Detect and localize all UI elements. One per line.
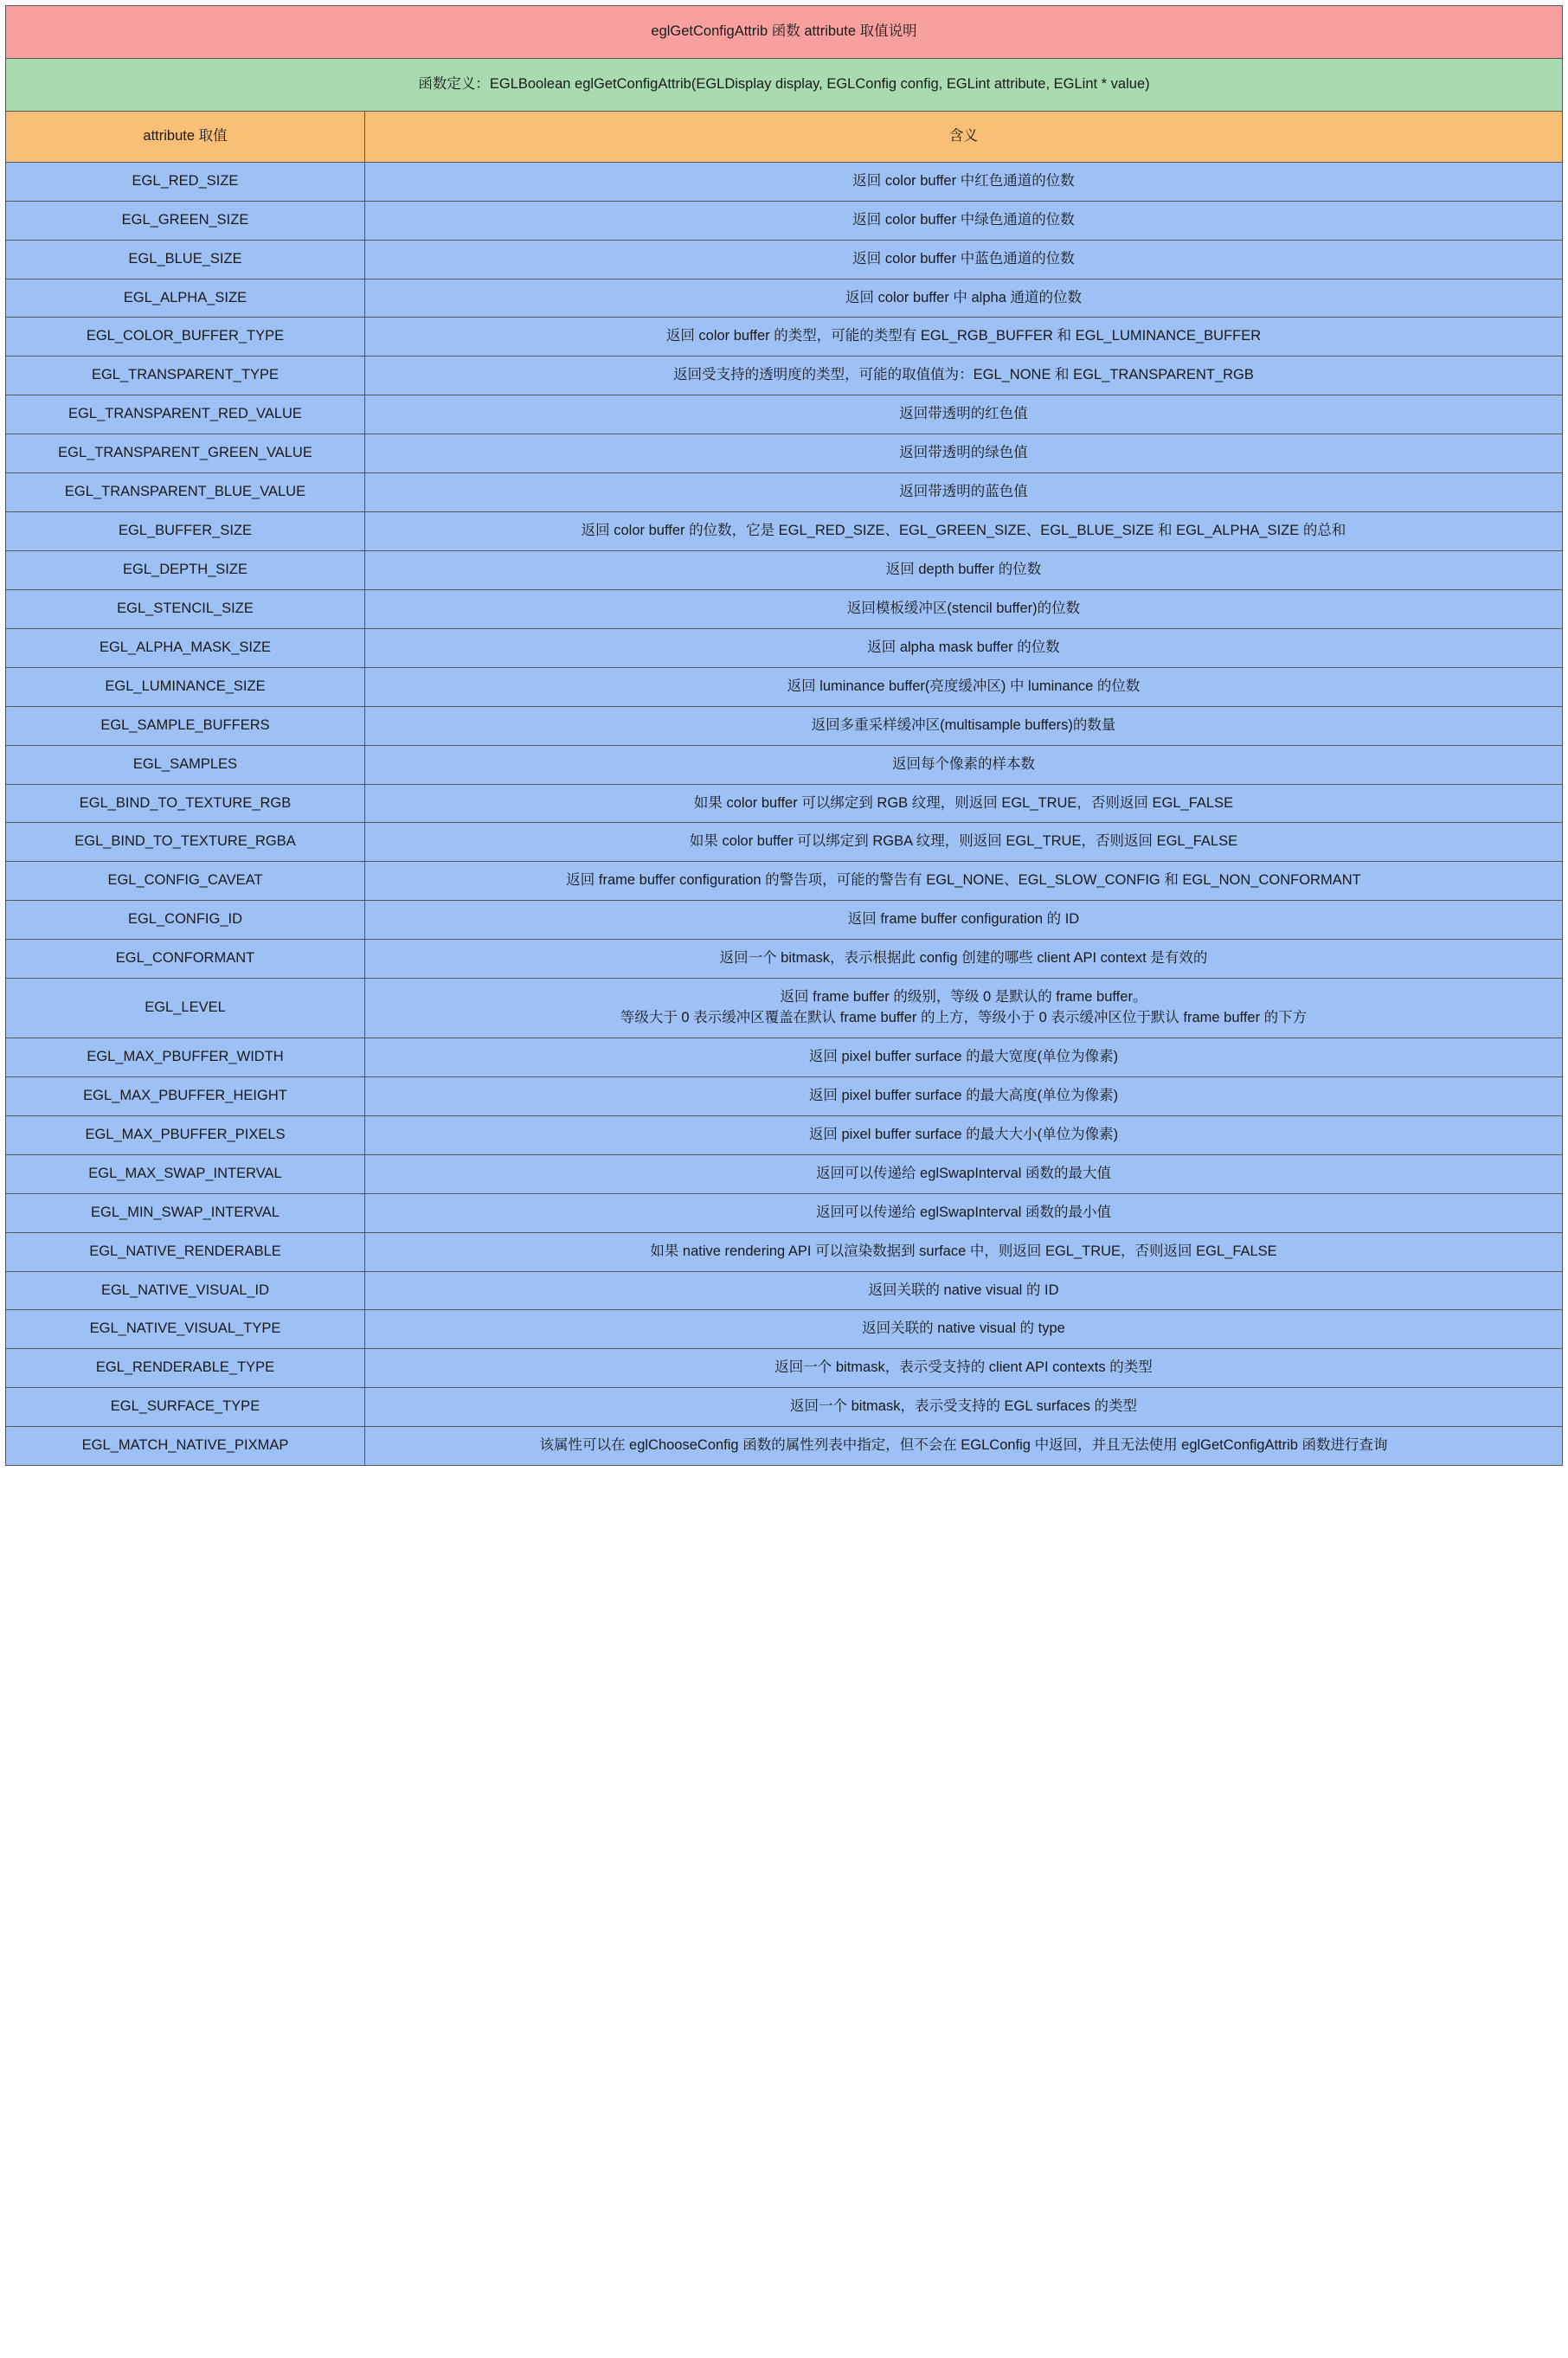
table-row (6, 434, 1563, 473)
table-row (6, 823, 1563, 862)
attribute-name-cell: EGL_MAX_PBUFFER_PIXELS (6, 1115, 365, 1154)
attribute-name-cell: EGL_NATIVE_VISUAL_ID (6, 1271, 365, 1310)
attribute-name-cell: EGL_RENDERABLE_TYPE (6, 1349, 365, 1388)
table-row (6, 512, 1563, 551)
attribute-description-cell: 返回模板缓冲区(stencil buffer)的位数 (365, 589, 1563, 628)
table-row (6, 279, 1563, 318)
attribute-description-cell: 返回关联的 native visual 的 ID (365, 1271, 1563, 1310)
attribute-name-cell: EGL_GREEN_SIZE (6, 201, 365, 240)
attribute-name-cell: EGL_BLUE_SIZE (6, 240, 365, 279)
attribute-name-cell: EGL_TRANSPARENT_GREEN_VALUE (6, 434, 365, 473)
document-sheet (0, 5, 1568, 1466)
attribute-name-cell: EGL_BIND_TO_TEXTURE_RGB (6, 784, 365, 823)
document-title: eglGetConfigAttrib 函数 attribute 取值说明 (6, 6, 1563, 59)
table-row (6, 201, 1563, 240)
table-row (6, 706, 1563, 745)
attribute-description-cell: 返回 color buffer 中蓝色通道的位数 (365, 240, 1563, 279)
attribute-name-cell: EGL_NATIVE_RENDERABLE (6, 1232, 365, 1271)
attribute-name-cell: EGL_MAX_SWAP_INTERVAL (6, 1154, 365, 1193)
attribute-name-cell: EGL_LUMINANCE_SIZE (6, 667, 365, 706)
attribute-name-cell: EGL_BUFFER_SIZE (6, 512, 365, 551)
attribute-name-cell: EGL_CONFIG_ID (6, 901, 365, 940)
table-row (6, 1154, 1563, 1193)
attribute-description-cell: 返回 pixel buffer surface 的最大大小(单位为像素) (365, 1115, 1563, 1154)
attribute-description-cell: 返回一个 bitmask，表示根据此 config 创建的哪些 client API context 是有效的 (365, 940, 1563, 979)
column-header-meaning: 含义 (365, 111, 1563, 162)
attribute-name-cell: EGL_MAX_PBUFFER_WIDTH (6, 1038, 365, 1076)
attribute-name-cell: EGL_SAMPLES (6, 745, 365, 784)
attribute-description-cell: 返回每个像素的样本数 (365, 745, 1563, 784)
attribute-description-cell: 如果 color buffer 可以绑定到 RGBA 纹理，则返回 EGL_TRUE，否则返回 EGL_FALSE (365, 823, 1563, 862)
table-row (6, 1038, 1563, 1076)
table-row (6, 667, 1563, 706)
attribute-name-cell: EGL_CONFIG_CAVEAT (6, 862, 365, 901)
attribute-description-cell: 返回带透明的绿色值 (365, 434, 1563, 473)
attribute-description-cell: 返回 color buffer 中绿色通道的位数 (365, 201, 1563, 240)
attribute-description-cell: 返回 frame buffer configuration 的警告项，可能的警告有 EGL_NONE、EGL_SLOW_CONFIG 和 EGL_NON_CONFORMANT (365, 862, 1563, 901)
table-row (6, 745, 1563, 784)
attribute-description-cell: 如果 native rendering API 可以渲染数据到 surface 中，则返回 EGL_TRUE，否则返回 EGL_FALSE (365, 1232, 1563, 1271)
attribute-name-cell: EGL_MIN_SWAP_INTERVAL (6, 1193, 365, 1232)
description-line-1: 返回 frame buffer 的级别，等级 0 是默认的 frame buffer。 (780, 989, 1147, 1006)
table-row (6, 589, 1563, 628)
attribute-description-cell: 返回 color buffer 中 alpha 通道的位数 (365, 279, 1563, 318)
attribute-name-cell: EGL_MATCH_NATIVE_PIXMAP (6, 1427, 365, 1466)
description-line-2: 等级大于 0 表示缓冲区覆盖在默认 frame buffer 的上方，等级小于 0 表示缓冲区位于默认 frame buffer 的下方 (620, 1010, 1308, 1026)
attribute-name-cell: EGL_ALPHA_SIZE (6, 279, 365, 318)
table-row (6, 979, 1563, 1038)
attribute-description-cell: 返回 color buffer 的位数，它是 EGL_RED_SIZE、EGL_GREEN_SIZE、EGL_BLUE_SIZE 和 EGL_ALPHA_SIZE 的总和 (365, 512, 1563, 551)
attribute-name-cell: EGL_CONFORMANT (6, 940, 365, 979)
attribute-name-cell: EGL_SURFACE_TYPE (6, 1388, 365, 1427)
attribute-name-cell: EGL_NATIVE_VISUAL_TYPE (6, 1310, 365, 1349)
attribute-description-cell: 返回可以传递给 eglSwapInterval 函数的最大值 (365, 1154, 1563, 1193)
table-row (6, 1115, 1563, 1154)
attribute-description-cell: 返回带透明的红色值 (365, 395, 1563, 434)
attribute-description-cell: 返回 pixel buffer surface 的最大宽度(单位为像素) (365, 1038, 1563, 1076)
attribute-name-cell: EGL_TRANSPARENT_BLUE_VALUE (6, 473, 365, 512)
attribute-description-cell: 如果 color buffer 可以绑定到 RGB 纹理，则返回 EGL_TRUE，否则返回 EGL_FALSE (365, 784, 1563, 823)
attribute-description-cell: 返回一个 bitmask，表示受支持的 EGL surfaces 的类型 (365, 1388, 1563, 1427)
attribute-description-cell: 返回 color buffer 中红色通道的位数 (365, 162, 1563, 201)
attribute-description-cell: 该属性可以在 eglChooseConfig 函数的属性列表中指定，但不会在 EGLConfig 中返回，并且无法使用 eglGetConfigAttrib 函数进行查询 (365, 1427, 1563, 1466)
function-definition: 函数定义：EGLBoolean eglGetConfigAttrib(EGLDisplay display, EGLConfig config, EGLint attribute, EGLint * value) (6, 58, 1563, 111)
attribute-description-cell: 返回受支持的透明度的类型，可能的取值值为：EGL_NONE 和 EGL_TRANSPARENT_RGB (365, 357, 1563, 395)
table-row (6, 940, 1563, 979)
table-row (6, 357, 1563, 395)
attribute-name-cell: EGL_BIND_TO_TEXTURE_RGBA (6, 823, 365, 862)
attribute-description-cell: 返回 color buffer 的类型，可能的类型有 EGL_RGB_BUFFER 和 EGL_LUMINANCE_BUFFER (365, 318, 1563, 357)
attribute-description-cell: 返回 luminance buffer(亮度缓冲区) 中 luminance 的位数 (365, 667, 1563, 706)
table-row (6, 473, 1563, 512)
attribute-description-cell: 返回 depth buffer 的位数 (365, 550, 1563, 589)
table-row (6, 1076, 1563, 1115)
attribute-name-cell: EGL_LEVEL (6, 979, 365, 1038)
table-row (6, 1193, 1563, 1232)
attribute-name-cell: EGL_MAX_PBUFFER_HEIGHT (6, 1076, 365, 1115)
table-row (6, 1271, 1563, 1310)
attribute-description-cell: 返回带透明的蓝色值 (365, 473, 1563, 512)
attribute-description-cell: 返回多重采样缓冲区(multisample buffers)的数量 (365, 706, 1563, 745)
attribute-name-cell: EGL_TRANSPARENT_TYPE (6, 357, 365, 395)
attribute-description-cell: 返回 frame buffer configuration 的 ID (365, 901, 1563, 940)
attribute-name-cell: EGL_ALPHA_MASK_SIZE (6, 628, 365, 667)
attribute-description-cell (365, 979, 1563, 1038)
table-row (6, 550, 1563, 589)
table-row (6, 1427, 1563, 1466)
table-body (6, 6, 1563, 1466)
attribute-name-cell: EGL_STENCIL_SIZE (6, 589, 365, 628)
table-row (6, 318, 1563, 357)
table-row (6, 395, 1563, 434)
table-row (6, 628, 1563, 667)
attribute-description-cell: 返回关联的 native visual 的 type (365, 1310, 1563, 1349)
table-row (6, 862, 1563, 901)
attribute-name-cell: EGL_RED_SIZE (6, 162, 365, 201)
attribute-description-cell: 返回 alpha mask buffer 的位数 (365, 628, 1563, 667)
table-row (6, 1388, 1563, 1427)
table-row (6, 1232, 1563, 1271)
attribute-name-cell: EGL_DEPTH_SIZE (6, 550, 365, 589)
egl-attribute-table (5, 5, 1563, 1466)
table-row (6, 784, 1563, 823)
attribute-name-cell: EGL_COLOR_BUFFER_TYPE (6, 318, 365, 357)
table-row (6, 162, 1563, 201)
table-row (6, 1310, 1563, 1349)
attribute-description-cell: 返回一个 bitmask，表示受支持的 client API contexts 的类型 (365, 1349, 1563, 1388)
attribute-name-cell: EGL_SAMPLE_BUFFERS (6, 706, 365, 745)
title-row (6, 6, 1563, 59)
header-row (6, 111, 1563, 162)
attribute-description-cell: 返回 pixel buffer surface 的最大高度(单位为像素) (365, 1076, 1563, 1115)
attribute-name-cell: EGL_TRANSPARENT_RED_VALUE (6, 395, 365, 434)
table-row (6, 1349, 1563, 1388)
definition-row (6, 58, 1563, 111)
attribute-description-cell: 返回可以传递给 eglSwapInterval 函数的最小值 (365, 1193, 1563, 1232)
table-row (6, 901, 1563, 940)
table-row (6, 240, 1563, 279)
column-header-attribute: attribute 取值 (6, 111, 365, 162)
